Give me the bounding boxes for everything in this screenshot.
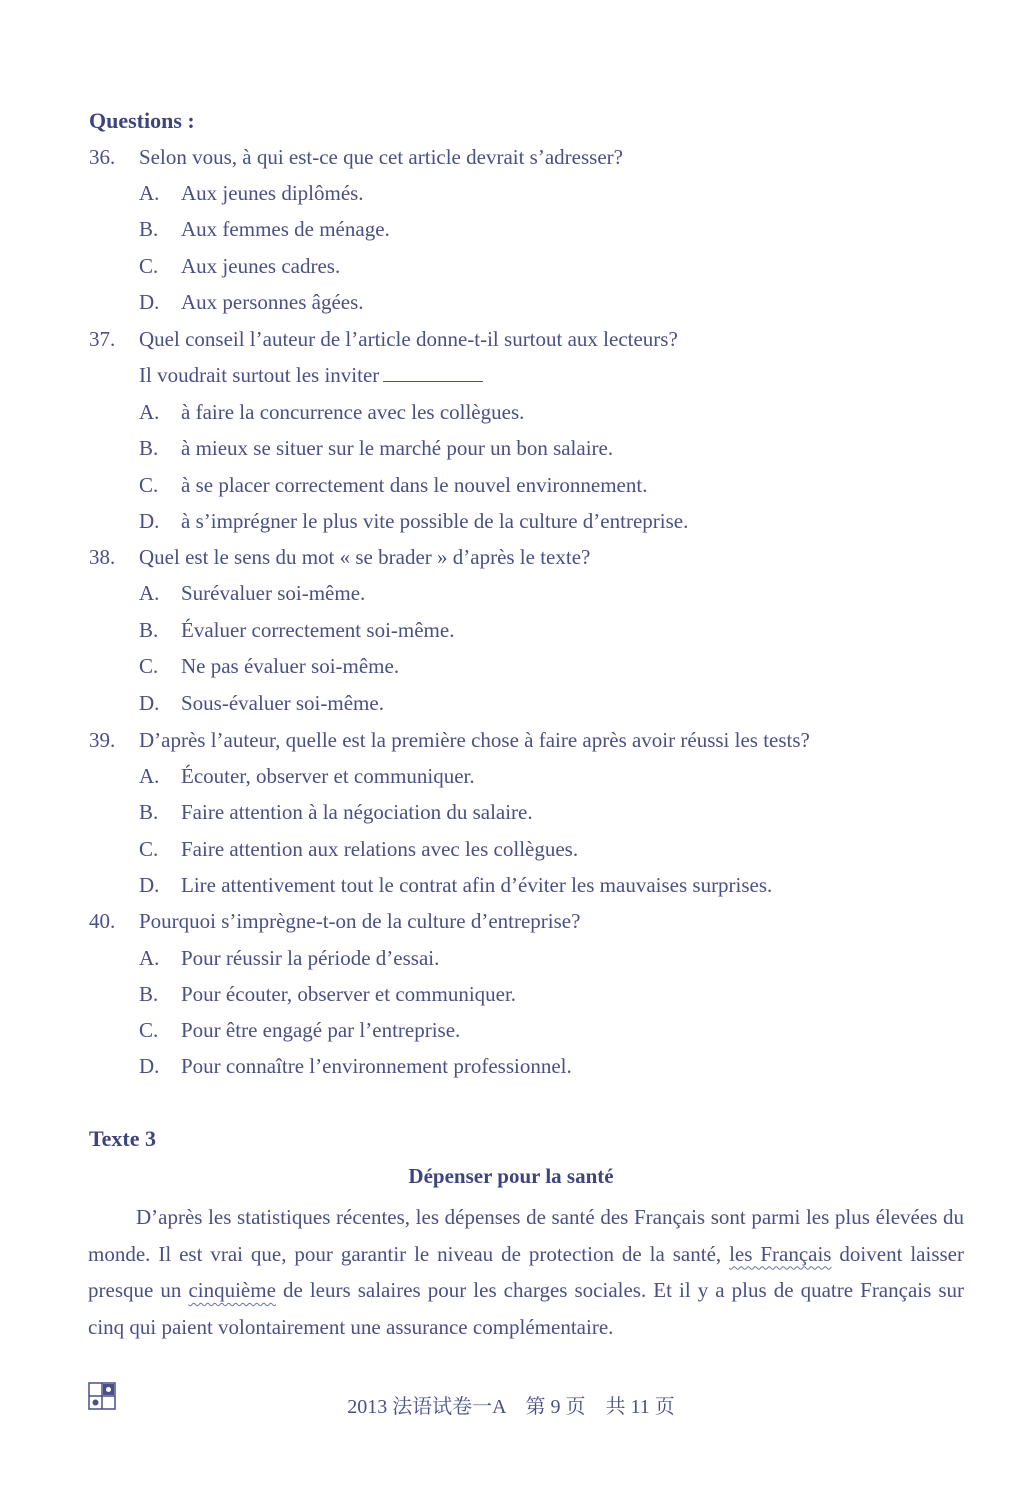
- option-text: à mieux se situer sur le marché pour un bon salaire.: [181, 436, 614, 460]
- option-text: Pour être engagé par l’entreprise.: [181, 1018, 461, 1042]
- option-text: Faire attention aux relations avec les collègues.: [181, 837, 579, 861]
- option-letter: D.: [139, 509, 160, 533]
- questions-heading: Questions :: [89, 108, 195, 133]
- option-text: Aux jeunes diplômés.: [181, 181, 364, 205]
- question-39: [89, 728, 810, 753]
- option-letter: D.: [139, 873, 160, 897]
- option-39-d: [139, 873, 772, 898]
- option-letter: A.: [139, 764, 160, 788]
- option-text: Pour écouter, observer et communiquer.: [181, 982, 517, 1006]
- option-letter: B.: [139, 982, 159, 1006]
- option-letter: B.: [139, 217, 159, 241]
- option-text: Surévaluer soi-même.: [181, 581, 366, 605]
- option-40-d: [139, 1054, 572, 1079]
- option-letter: A.: [139, 946, 160, 970]
- option-letter: C.: [139, 837, 159, 861]
- article-title: Dépenser pour la santé: [408, 1164, 614, 1188]
- question-38: [89, 545, 590, 570]
- option-text: à se placer correctement dans le nouvel environnement.: [181, 473, 648, 497]
- option-text: Faire attention à la négociation du salaire.: [181, 800, 533, 824]
- underlined-phrase: cinquième: [188, 1278, 276, 1302]
- option-40-a: [139, 946, 439, 971]
- answer-blank: [383, 363, 483, 382]
- question-text: Quel est le sens du mot « se brader » d’après le texte?: [139, 545, 591, 569]
- question-number: 40.: [89, 909, 116, 933]
- option-37-a: [139, 400, 524, 425]
- option-37-c: [139, 473, 647, 498]
- underlined-phrase: les Français: [729, 1241, 832, 1266]
- option-text: à s’imprégner le plus vite possible de la culture d’entreprise.: [181, 509, 689, 533]
- question-37: [89, 327, 678, 352]
- option-letter: D.: [139, 691, 160, 715]
- option-letter: A.: [139, 181, 160, 205]
- option-38-c: [139, 654, 399, 679]
- article-paragraph: [88, 1199, 964, 1345]
- question-text: Quel conseil l’auteur de l’article donne-t-il surtout aux lecteurs?: [139, 327, 678, 351]
- option-letter: B.: [139, 800, 159, 824]
- option-36-a: [139, 181, 364, 206]
- section-label: Texte 3: [89, 1126, 157, 1151]
- option-36-c: [139, 254, 340, 279]
- option-text: Aux femmes de ménage.: [181, 217, 390, 241]
- option-letter: C.: [139, 654, 159, 678]
- option-letter: D.: [139, 290, 160, 314]
- option-text: Évaluer correctement soi-même.: [181, 618, 455, 642]
- option-40-b: [139, 982, 516, 1007]
- option-text: Pour réussir la période d’essai.: [181, 946, 440, 970]
- option-38-d: [139, 691, 384, 716]
- question-number: 38.: [89, 545, 116, 569]
- question-36: [89, 145, 623, 170]
- option-36-b: [139, 217, 390, 242]
- option-letter: C.: [139, 473, 159, 497]
- paragraph-text: doivent laisser presque un: [88, 1241, 964, 1302]
- option-letter: C.: [139, 254, 159, 278]
- option-39-a: [139, 764, 475, 789]
- option-letter: C.: [139, 1018, 159, 1042]
- question-number: 36.: [89, 145, 116, 169]
- option-36-d: [139, 290, 364, 315]
- option-text: Écouter, observer et communiquer.: [181, 764, 475, 788]
- page-footer: 2013 法语试卷一A 第 9 页 共 11 页: [347, 1396, 675, 1418]
- option-37-d: [139, 509, 688, 534]
- question-text: Pourquoi s’imprègne-t-on de la culture d’entreprise?: [139, 909, 581, 933]
- option-39-c: [139, 837, 578, 862]
- option-text: Aux personnes âgées.: [181, 290, 364, 314]
- option-letter: A.: [139, 581, 160, 605]
- question-text: D’après l’auteur, quelle est la première chose à faire après avoir réussi les tests?: [139, 728, 810, 752]
- option-text: Ne pas évaluer soi-même.: [181, 654, 400, 678]
- paragraph-text: de leurs salaires pour les charges sociales. Et il y a plus de quatre Français sur cinq qui paient volontairement une assurance complémentaire.: [88, 1278, 964, 1339]
- option-39-b: [139, 800, 533, 825]
- option-letter: B.: [139, 436, 159, 460]
- option-text: à faire la concurrence avec les collègues.: [181, 400, 525, 424]
- option-40-c: [139, 1018, 460, 1043]
- option-38-a: [139, 581, 365, 606]
- option-text: Pour connaître l’environnement professionnel.: [181, 1054, 572, 1078]
- question-40: [89, 909, 580, 934]
- option-text: Aux jeunes cadres.: [181, 254, 341, 278]
- option-letter: A.: [139, 400, 160, 424]
- question-37-subtext: [139, 363, 483, 388]
- question-number: 39.: [89, 728, 116, 752]
- question-text: Selon vous, à qui est-ce que cet article devrait s’adresser?: [139, 145, 623, 169]
- paragraph-text: D’après les statistiques récentes, les dépenses de santé des Français sont parmi les plus élevées du monde. Il est vrai que, pour garantir le niveau de protection de la santé,: [88, 1205, 964, 1266]
- option-37-b: [139, 436, 613, 461]
- option-text: Lire attentivement tout le contrat afin d’éviter les mauvaises surprises.: [181, 873, 773, 897]
- option-letter: D.: [139, 1054, 160, 1078]
- question-subtext: Il voudrait surtout les inviter: [139, 363, 380, 387]
- option-text: Sous-évaluer soi-même.: [181, 691, 384, 715]
- option-38-b: [139, 618, 454, 643]
- option-letter: B.: [139, 618, 159, 642]
- question-number: 37.: [89, 327, 116, 351]
